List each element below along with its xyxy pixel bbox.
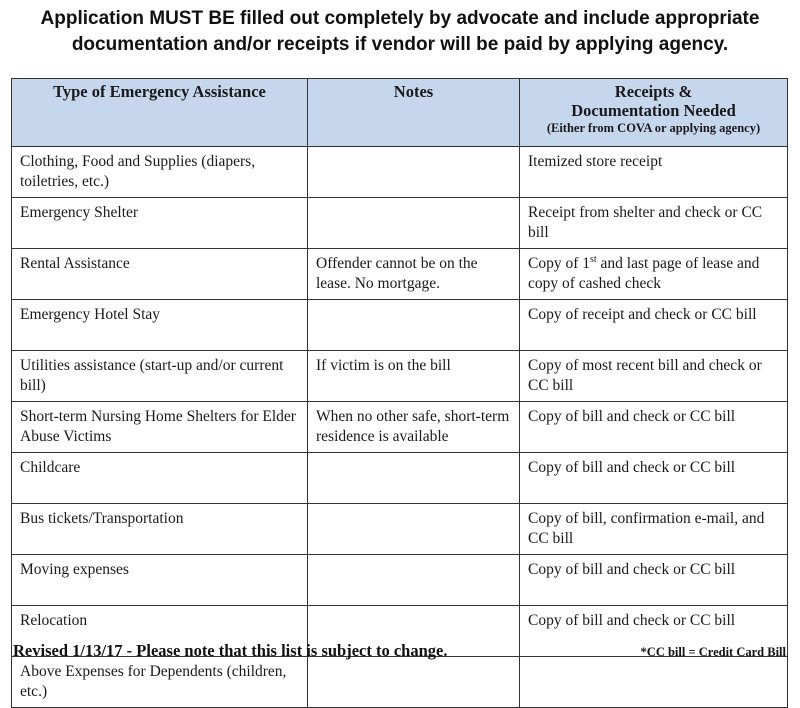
receipts-cell xyxy=(520,249,788,300)
table-row xyxy=(12,504,788,555)
column-header-notes: Notes xyxy=(308,79,520,147)
notes-cell xyxy=(308,504,520,555)
revision-note: Revised 1/13/17 - Please note that this list is subject to change. xyxy=(13,641,448,660)
receipts-cell: Receipt from shelter and check or CC bill xyxy=(520,198,788,249)
instructions-line-1: Application MUST BE filled out completely by advocate and include appropriate xyxy=(40,8,760,29)
assistance-type-cell: Rental Assistance xyxy=(12,249,308,300)
notes-cell: Offender cannot be on the lease. No mortgage. xyxy=(308,249,520,300)
column-header-type: Type of Emergency Assistance xyxy=(12,79,308,147)
column-header-receipts xyxy=(520,79,788,147)
receipts-text-end: and last page of lease and copy of cashed check xyxy=(528,255,760,292)
receipts-cell: Copy of bill and check or CC bill xyxy=(520,453,788,504)
table-row xyxy=(12,453,788,504)
table-row xyxy=(12,657,788,708)
assistance-type-cell: Relocation xyxy=(12,606,308,657)
assistance-type-cell: Emergency Hotel Stay xyxy=(12,300,308,351)
notes-cell: When no other safe, short-term residence is available xyxy=(308,402,520,453)
table-row xyxy=(12,300,788,351)
receipts-cell: Copy of most recent bill and check or CC bill xyxy=(520,351,788,402)
notes-cell xyxy=(308,555,520,606)
notes-cell xyxy=(308,657,520,708)
receipts-header-subtitle: (Either from COVA or applying agency) xyxy=(546,121,761,135)
receipts-cell: Copy of bill and check or CC bill xyxy=(520,402,788,453)
instructions-header xyxy=(0,6,800,58)
table-row xyxy=(12,147,788,198)
receipts-text-start: Copy of 1 xyxy=(528,255,590,272)
assistance-type-cell: Clothing, Food and Supplies (diapers, toiletries, etc.) xyxy=(12,147,308,198)
notes-cell xyxy=(308,198,520,249)
table-row xyxy=(12,402,788,453)
assistance-type-cell: Childcare xyxy=(12,453,308,504)
assistance-type-cell: Emergency Shelter xyxy=(12,198,308,249)
assistance-type-cell: Utilities assistance (start-up and/or current bill) xyxy=(12,351,308,402)
cc-bill-footnote: *CC bill = Credit Card Bill xyxy=(640,645,786,659)
assistance-type-cell: Bus tickets/Transportation xyxy=(12,504,308,555)
table-row xyxy=(12,351,788,402)
table-row xyxy=(12,555,788,606)
ordinal-superscript: st xyxy=(590,253,597,265)
notes-cell xyxy=(308,453,520,504)
notes-cell xyxy=(308,147,520,198)
table-header-row xyxy=(12,79,788,147)
table-row xyxy=(12,198,788,249)
instructions-line-2: documentation and/or receipts if vendor will be paid by applying agency. xyxy=(71,34,729,55)
notes-cell: If victim is on the bill xyxy=(308,351,520,402)
receipts-cell: Copy of bill and check or CC bill xyxy=(520,606,788,657)
emergency-assistance-table xyxy=(11,78,788,708)
receipts-cell: Copy of receipt and check or CC bill xyxy=(520,300,788,351)
notes-cell xyxy=(308,300,520,351)
assistance-type-cell: Moving expenses xyxy=(12,555,308,606)
receipts-cell xyxy=(520,657,788,708)
assistance-type-cell: Short-term Nursing Home Shelters for Elder Abuse Victims xyxy=(12,402,308,453)
receipts-cell: Itemized store receipt xyxy=(520,147,788,198)
receipts-header-line-1: Receipts & xyxy=(614,82,693,101)
receipts-header-line-2: Documentation Needed xyxy=(571,101,736,120)
receipts-cell: Copy of bill and check or CC bill xyxy=(520,555,788,606)
receipts-cell: Copy of bill, confirmation e-mail, and CC bill xyxy=(520,504,788,555)
table-row xyxy=(12,249,788,300)
assistance-type-cell: Above Expenses for Dependents (children, etc.) xyxy=(12,657,308,708)
